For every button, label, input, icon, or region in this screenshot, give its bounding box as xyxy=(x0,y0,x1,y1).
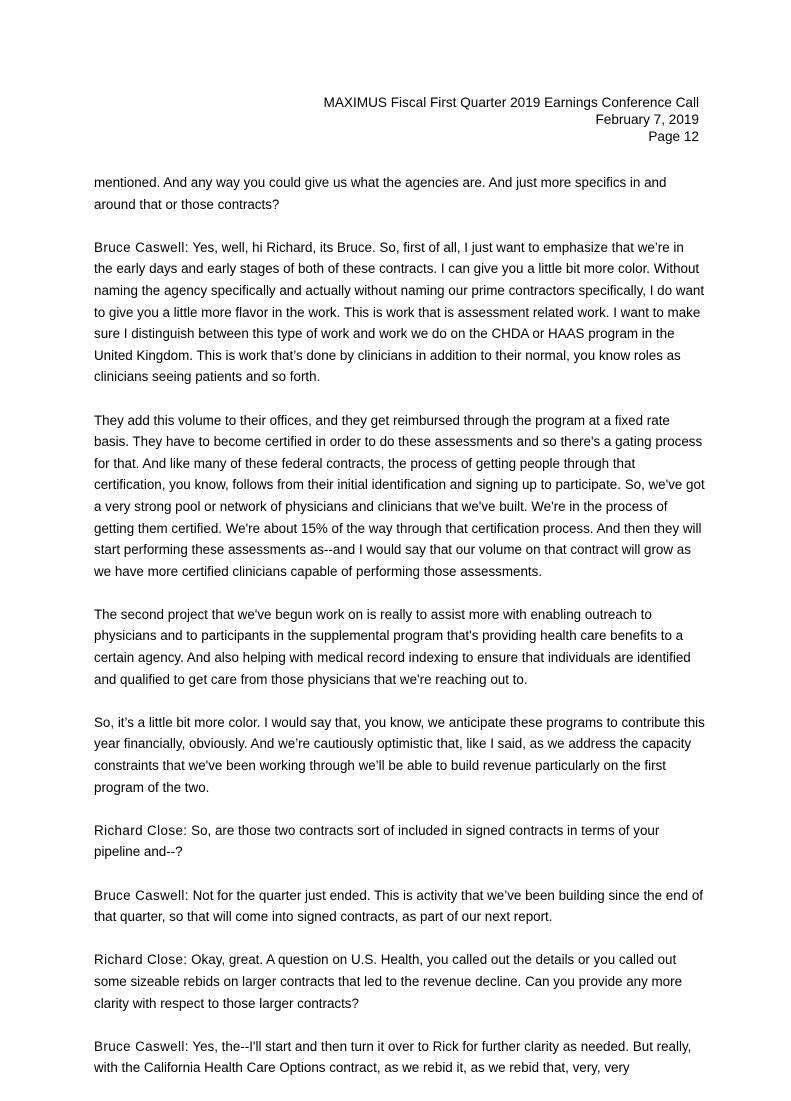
transcript-body xyxy=(94,172,706,1101)
speaker-name: Bruce Caswell: xyxy=(94,239,189,255)
paragraph-text: So, it’s a little bit more color. I would say that, you know, we anticipate these programs to contribute this year financially, obviously. And we’re cautiously optimistic that, like I said, as we address the capacity constraints that we've been working through we’ll be able to build revenue particularly on the first program of the two. xyxy=(94,714,705,795)
paragraph-6 xyxy=(94,820,706,863)
paragraph-9 xyxy=(94,1036,706,1079)
paragraph-text: Yes, the--I'll start and then turn it over to Rick for further clarity as needed. But really, with the California Health Care Options contract, as we rebid it, as we rebid that, very, very xyxy=(94,1038,692,1076)
paragraph-text: Not for the quarter just ended. This is activity that we’ve been building since the end of that quarter, so that will come into signed contracts, as part of our next report. xyxy=(94,887,704,925)
paragraph-3 xyxy=(94,410,706,583)
paragraph-2 xyxy=(94,237,706,388)
speaker-name: Bruce Caswell: xyxy=(94,1038,189,1054)
paragraph-1 xyxy=(94,172,706,215)
paragraph-text: Yes, well, hi Richard, its Bruce. So, first of all, I just want to emphasize that we’re in the early days and early stages of both of these contracts. I can give you a little bit more color. Without naming the agency specifically and actually without naming our prime contractors specifically, I do want to give you a little more flavor in the work. This is work that is assessment related work. I want to make sure I distinguish between this type of work and work we do on the CHDA or HAAS program in the United Kingdom. This is work that’s done by clinicians in addition to their normal, you know roles as clinicians seeing patients and so forth. xyxy=(94,239,705,385)
page-number: Page 12 xyxy=(648,129,699,144)
paragraph-text: So, are those two contracts sort of included in signed contracts in terms of your pipeline and--? xyxy=(94,822,660,860)
document-title: MAXIMUS Fiscal First Quarter 2019 Earnings Conference Call xyxy=(323,95,699,110)
paragraph-4 xyxy=(94,604,706,690)
paragraph-text: Okay, great. A question on U.S. Health, you called out the details or you called out some sizeable rebids on larger contracts that led to the revenue decline. Can you provide any more clarity with respect to those larger contracts? xyxy=(94,952,683,1011)
paragraph-7 xyxy=(94,885,706,928)
paragraph-text: The second project that we've begun work on is really to assist more with enabling outreach to physicians and to participants in the supplemental program that's providing health care benefits to a certain agency. And also helping with medical record indexing to ensure that individuals are identified and qualified to get care from those physicians that we're reaching out to. xyxy=(94,606,691,687)
page-header xyxy=(324,94,699,145)
speaker-name: Richard Close: xyxy=(94,822,188,838)
document-date: February 7, 2019 xyxy=(595,112,699,127)
speaker-name: Richard Close: xyxy=(94,952,188,968)
speaker-name: Bruce Caswell: xyxy=(94,887,189,903)
paragraph-text: mentioned. And any way you could give us what the agencies are. And just more specifics in and around that or those contracts? xyxy=(94,175,667,212)
paragraph-8 xyxy=(94,949,706,1014)
paragraph-text: They add this volume to their offices, and they get reimbursed through the program at a fixed rate basis. They have to become certified in order to do these assessments and so there's a gating process for that. And like many of these federal contracts, the process of getting people through that certification, you know, follows from their initial identification and signing up to participate. So, we've got a very strong pool or network of physicians and clinicians that we've built. We're in the process of getting them certified. We're about 15% of the way through that certification process. And then they will start performing these assessments as--and I would say that our volume on that contract will grow as we have more certified clinicians capable of performing those assessments. xyxy=(94,412,705,579)
paragraph-5 xyxy=(94,712,706,798)
